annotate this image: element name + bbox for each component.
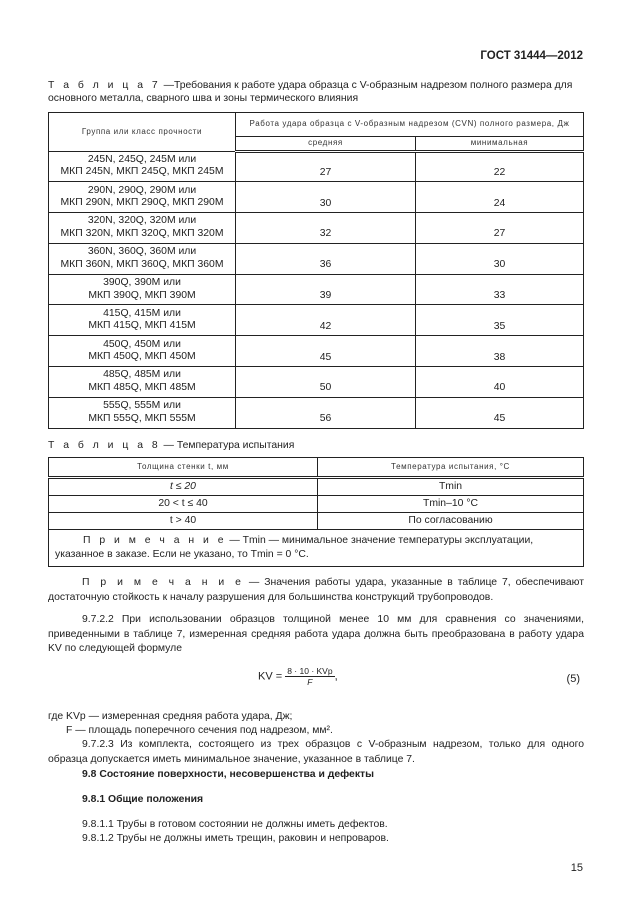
min-value: 27 — [416, 213, 584, 244]
header-work: Работа удара образца с V-образным надрезом (CVN) полного размера, Дж — [236, 113, 584, 137]
table-row — [49, 367, 584, 398]
strength-class: 390Q, 390M или МКП 390Q, МКП 390M — [49, 274, 236, 305]
table-7 — [48, 112, 584, 429]
table-row — [49, 397, 584, 428]
table-row — [49, 213, 584, 244]
heading-9-8-1: 9.8.1 Общие положения — [82, 794, 204, 805]
min-value: 38 — [416, 336, 584, 367]
min-value: 24 — [416, 182, 584, 213]
min-value: 35 — [416, 305, 584, 336]
table-row — [49, 274, 584, 305]
header-min: минимальная — [416, 137, 584, 152]
table7-label: Т а б л и ц а 7 — [48, 80, 161, 91]
table-row — [49, 305, 584, 336]
avg-value: 39 — [236, 274, 416, 305]
table8-caption — [48, 439, 588, 452]
min-value: 22 — [416, 151, 584, 182]
strength-class: 320N, 320Q, 320M или МКП 320N, МКП 320Q, МКП 320M — [49, 213, 236, 244]
table-row — [49, 182, 584, 213]
table-row — [49, 243, 584, 274]
table7-caption — [48, 79, 588, 105]
where-f: F — площадь поперечного сечения под надрезом, мм². — [66, 725, 333, 736]
table8-title: — Температура испытания — [160, 440, 295, 451]
avg-value: 50 — [236, 367, 416, 398]
strength-class: 415Q, 415M или МКП 415Q, МКП 415M — [49, 305, 236, 336]
avg-value: 56 — [236, 397, 416, 428]
header-thickness: Толщина стенки t, мм — [49, 458, 318, 478]
table8-note: П р и м е ч а н и е — Tmin — минимальное значение температуры эксплуатации, указанное в заказе. Если не указано, то Tmin = 0 °С. — [49, 530, 584, 567]
table-row — [49, 336, 584, 367]
strength-class: 555Q, 555M или МКП 555Q, МКП 555M — [49, 397, 236, 428]
table-row — [49, 151, 584, 182]
min-value: 40 — [416, 367, 584, 398]
where-kvp: где KVp — измеренная средняя работа удара, Дж; — [48, 711, 293, 722]
note: П р и м е ч а н и е — Значения работы удара, указанные в таблице 7, обеспечивают достаточную стойкость к началу разрушения для большинства конструкций трубопроводов. — [48, 577, 584, 603]
avg-value: 36 — [236, 243, 416, 274]
paragraph-9-7-2-2: 9.7.2.2 При использовании образцов толщиной менее 10 мм для сравнения со значениями, приведенными в таблице 7, измеренная средняя работа удара должна быть преобразована в работу удара KV по следующей формуле — [48, 614, 584, 654]
min-value: 33 — [416, 274, 584, 305]
paragraph-9-8-1-2: 9.8.1.2 Трубы не должны иметь трещин, раковин и непроваров. — [82, 833, 389, 844]
header-temperature: Температура испытания, °С — [318, 458, 584, 478]
paragraph-9-7-2-3: 9.7.2.3 Из комплекта, состоящего из трех образцов с V-образным надрезом, только для одного образца допускается иметь минимальное значение, указанное в таблице 7. — [48, 739, 584, 765]
strength-class: 360N, 360Q, 360M или МКП 360N, МКП 360Q, МКП 360M — [49, 243, 236, 274]
table-row: 20 < t ≤ 40 Tmin–10 °С — [49, 496, 584, 513]
strength-class: 245N, 245Q, 245M или МКП 245N, МКП 245Q, МКП 245M — [49, 151, 236, 182]
strength-class: 450Q, 450M или МКП 450Q, МКП 450M — [49, 336, 236, 367]
header-group: Группа или класс прочности — [49, 113, 236, 152]
min-value: 45 — [416, 397, 584, 428]
header-avg: средняя — [236, 137, 416, 152]
avg-value: 27 — [236, 151, 416, 182]
paragraph-9-8-1-1: 9.8.1.1 Трубы в готовом состоянии не должны иметь дефектов. — [82, 819, 388, 830]
heading-9-8: 9.8 Состояние поверхности, несовершенства и дефекты — [82, 769, 374, 780]
strength-class: 485Q, 485M или МКП 485Q, МКП 485M — [49, 367, 236, 398]
document-id: ГОСТ 31444—2012 — [480, 50, 583, 62]
formula-number: (5) — [566, 673, 580, 685]
avg-value: 45 — [236, 336, 416, 367]
avg-value: 30 — [236, 182, 416, 213]
table-row: t > 40 По согласованию — [49, 513, 584, 530]
avg-value: 32 — [236, 213, 416, 244]
min-value: 30 — [416, 243, 584, 274]
table8-label: Т а б л и ц а 8 — [48, 440, 161, 451]
table-row: t ≤ 20 Tmin — [49, 478, 584, 496]
formula: KV = $\frac{\text{8 · 10 · KVp}}{F}$ , — [258, 666, 338, 687]
avg-value: 42 — [236, 305, 416, 336]
table7-title: —Требования к работе удара образца с V-образным надрезом полного размера для основного металла, сварного шва и зоны термического влияния — [48, 80, 573, 104]
page-number: 15 — [570, 862, 583, 874]
table-8 — [48, 457, 584, 567]
strength-class: 290N, 290Q, 290M или МКП 290N, МКП 290Q, МКП 290M — [49, 182, 236, 213]
